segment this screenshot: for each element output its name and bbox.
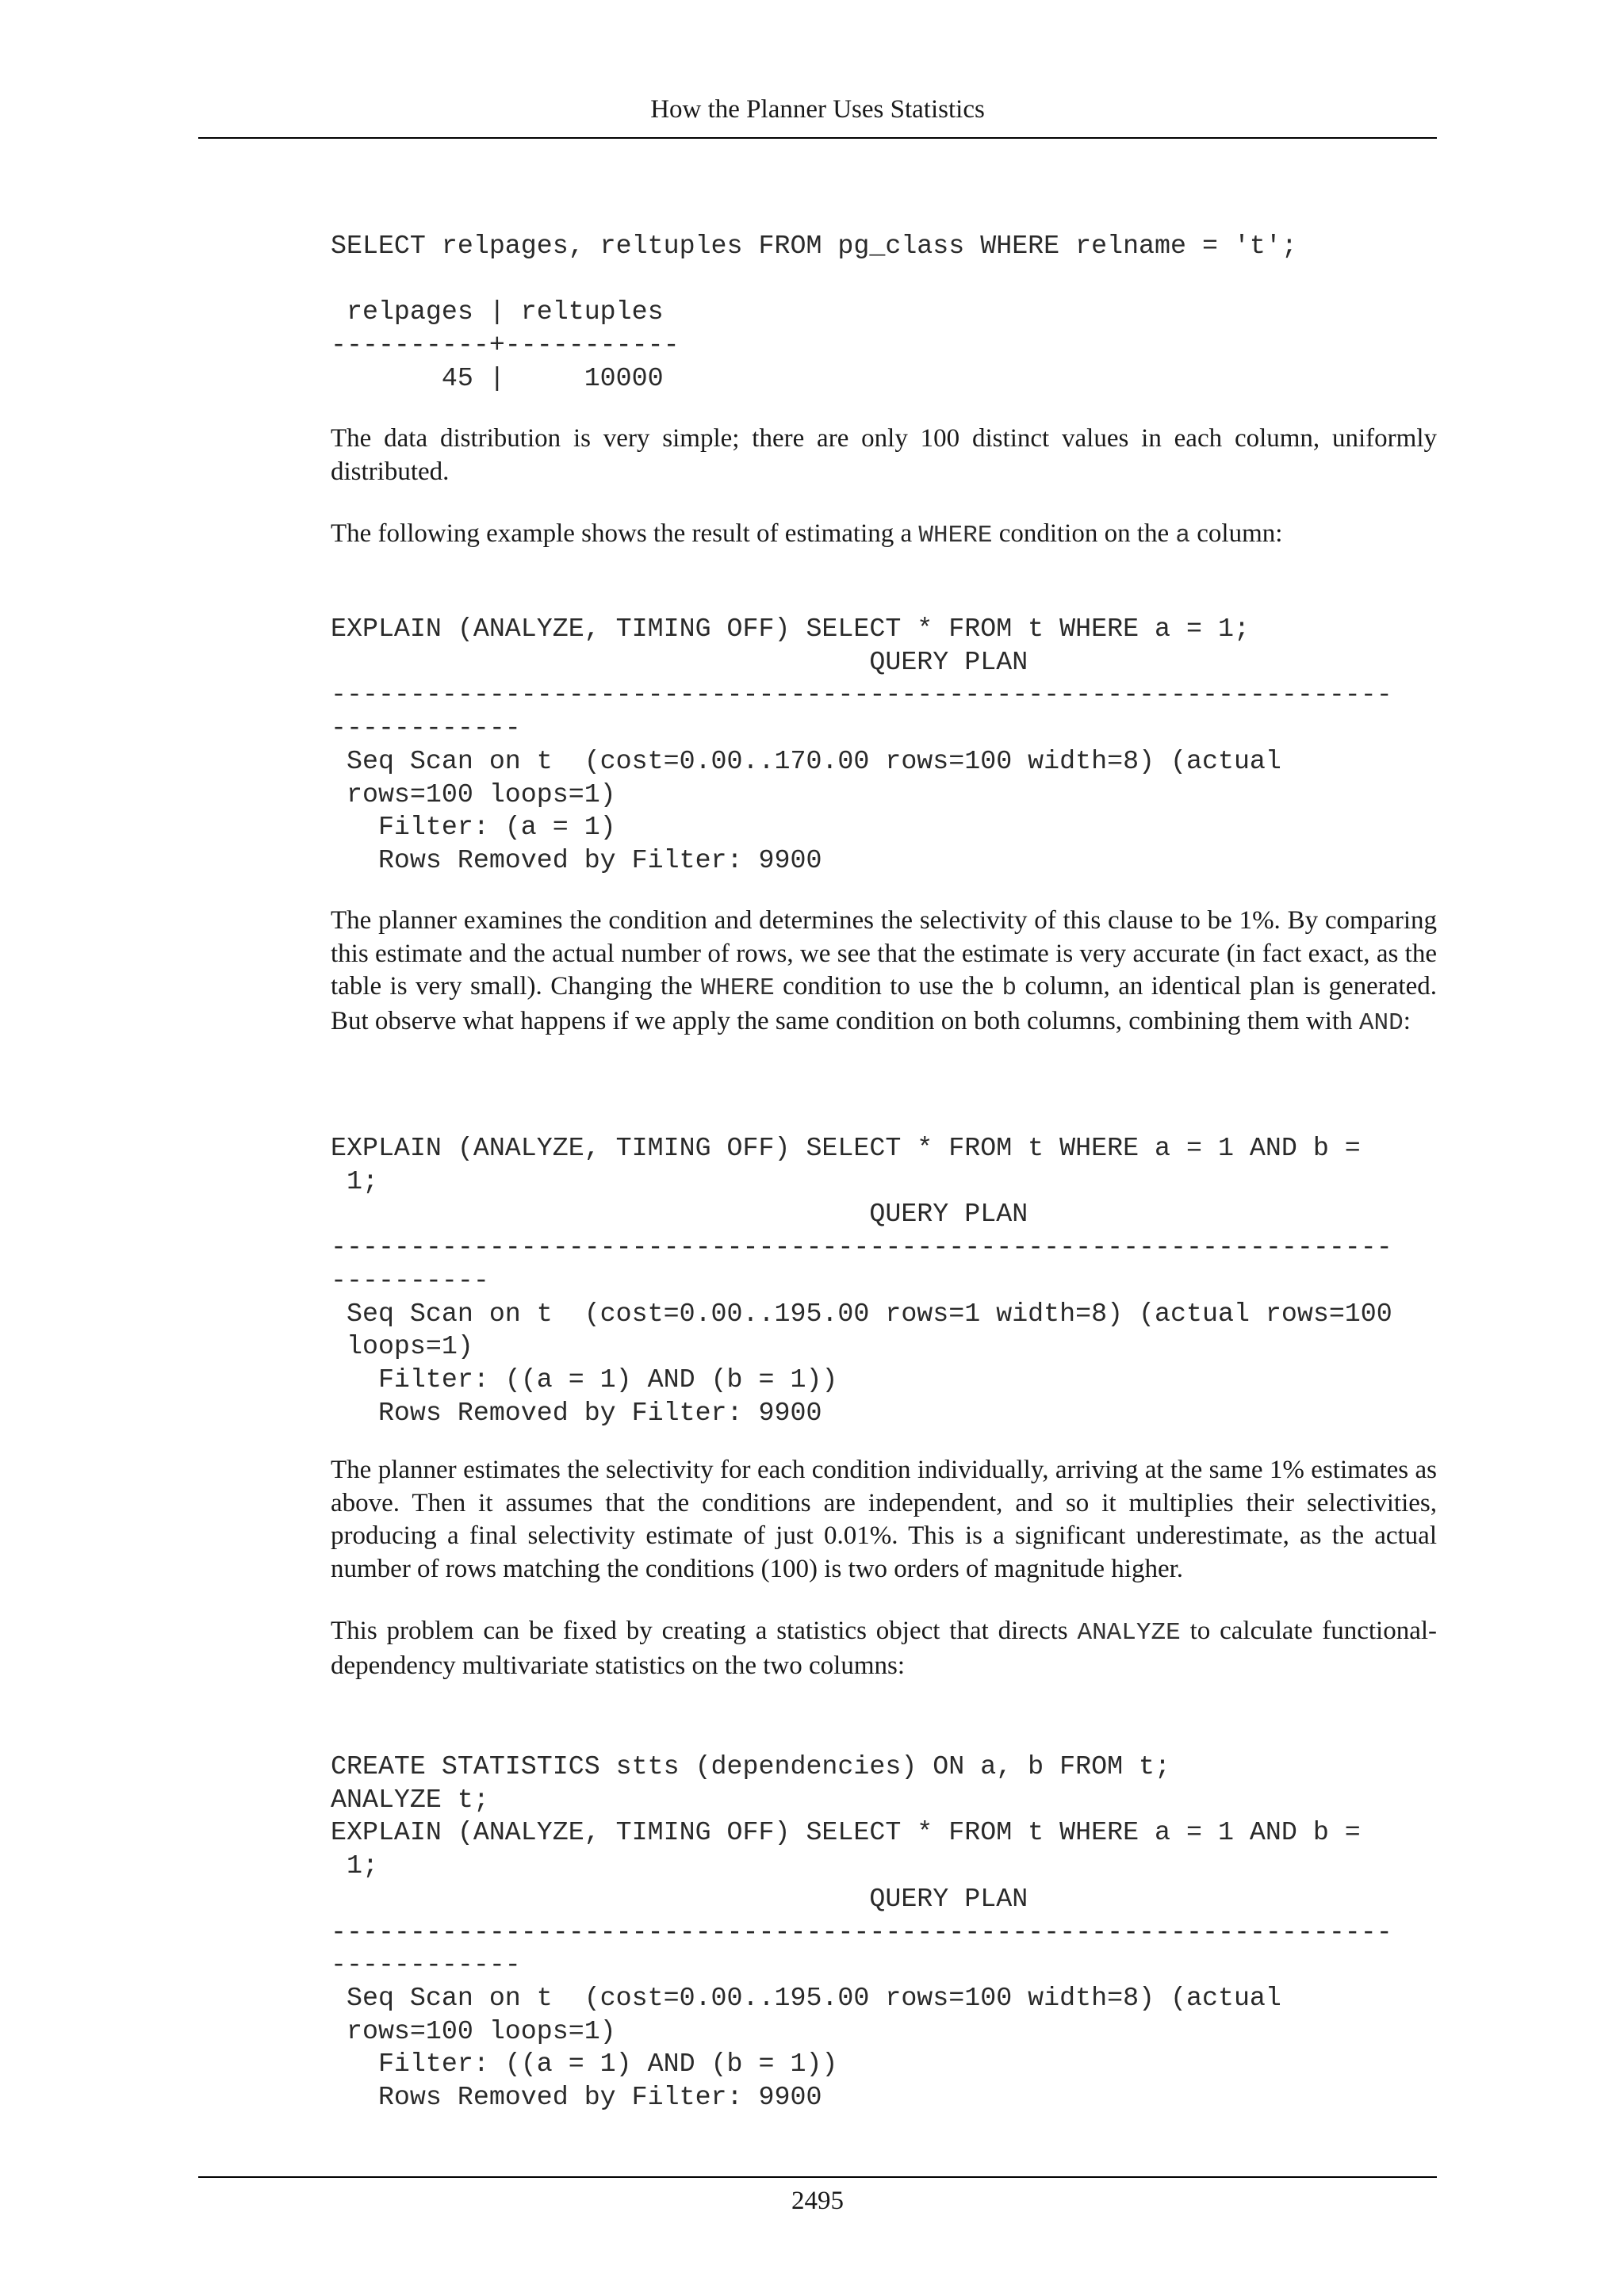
code-block-explain-a: EXPLAIN (ANALYZE, TIMING OFF) SELECT * FROM t WHERE a = 1; QUERY PLAN ------------------------------------------------------------------- ------------ Seq Scan on t (cost=0.00..170.00 rows=100 width=8) (actual rows=100 loops=1) Filter: (a = 1) Rows Removed by Filter: 9900 [331, 614, 1392, 875]
text-run: This problem can be fixed by creating a statistics object that directs [331, 1617, 1078, 1645]
text-run: to calculate functional-dependency multivariate statistics on the two columns: [331, 1617, 1437, 1680]
inline-code-and: AND [1358, 1008, 1404, 1037]
text-run: condition to use the [774, 972, 1002, 1001]
code-block-create-statistics: CREATE STATISTICS stts (dependencies) ON a, b FROM t; ANALYZE t; EXPLAIN (ANALYZE, TIMING OFF) SELECT * FROM t WHERE a = 1 AND b = 1; QUERY PLAN ------------------------------------------------------------------- ------------ Seq Scan on t (cost=0.00..195.00 rows=100 width=8) (actual rows=100 loops=1) Filter: ((a = 1) AND (b = 1)) Rows Removed by Filter: 9900 [331, 1751, 1392, 2113]
running-header: How the Planner Uses Statistics [650, 95, 985, 124]
inline-code-a: a [1175, 522, 1191, 549]
inline-code-analyze: ANALYZE [1077, 1619, 1181, 1647]
code-block-explain-a-and-b: EXPLAIN (ANALYZE, TIMING OFF) SELECT * FROM t WHERE a = 1 AND b = 1; QUERY PLAN ------------------------------------------------------------------- ---------- Seq Scan on t (cost=0.00..195.00 rows=1 width=8) (actual rows=100 loops=1) Filter: ((a = 1) AND (b = 1)) Rows Removed by Filter: 9900 [331, 1133, 1392, 1428]
text-run: : [1403, 1006, 1411, 1035]
paragraph-data-distribution: The data distribution is very simple; there are only 100 distinct values in each column, uniformly distributed. [331, 424, 1437, 486]
paragraph-where-example [331, 518, 1437, 553]
text-run: The following example shows the result of estimating a [331, 519, 919, 548]
text-run: The planner examines the condition and determines the selectivity of this clause to be 1%. By comparing this estimate and the actual number of rows, we see that the estimate is very accurate (in fact exact, as the table is very small). Changing the [331, 906, 1437, 1001]
footer-rule [198, 2176, 1437, 2178]
paragraph-planner-examines [331, 905, 1437, 1039]
code-block-relpages-query: SELECT relpages, reltuples FROM pg_class WHERE relname = 't'; relpages | reltuples ----------+----------- 45 | 10000 [331, 231, 1297, 393]
inline-code-where: WHERE [700, 974, 775, 1002]
text-run: column, an identical plan is generated. But observe what happens if we apply the same condition on both columns, combining them with [331, 972, 1437, 1035]
paragraph-statistics-object [331, 1615, 1437, 1682]
page-number: 2495 [791, 2187, 844, 2215]
header-rule [198, 137, 1437, 139]
text-run: column: [1190, 519, 1283, 548]
paragraph-selectivity-estimate: The planner estimates the selectivity for each condition individually, arriving at the same 1% estimates as above. Then it assumes that the conditions are independent, and so it multiplies their selectivities, producing a final selectivity estimate of just 0.01%. This is a significant underestimate, as the actual number of rows matching the conditions (100) is two orders of magnitude higher. [331, 1456, 1437, 1583]
inline-code-b: b [1002, 974, 1017, 1002]
text-run: condition on the [992, 519, 1176, 548]
inline-code-where: WHERE [918, 522, 993, 549]
